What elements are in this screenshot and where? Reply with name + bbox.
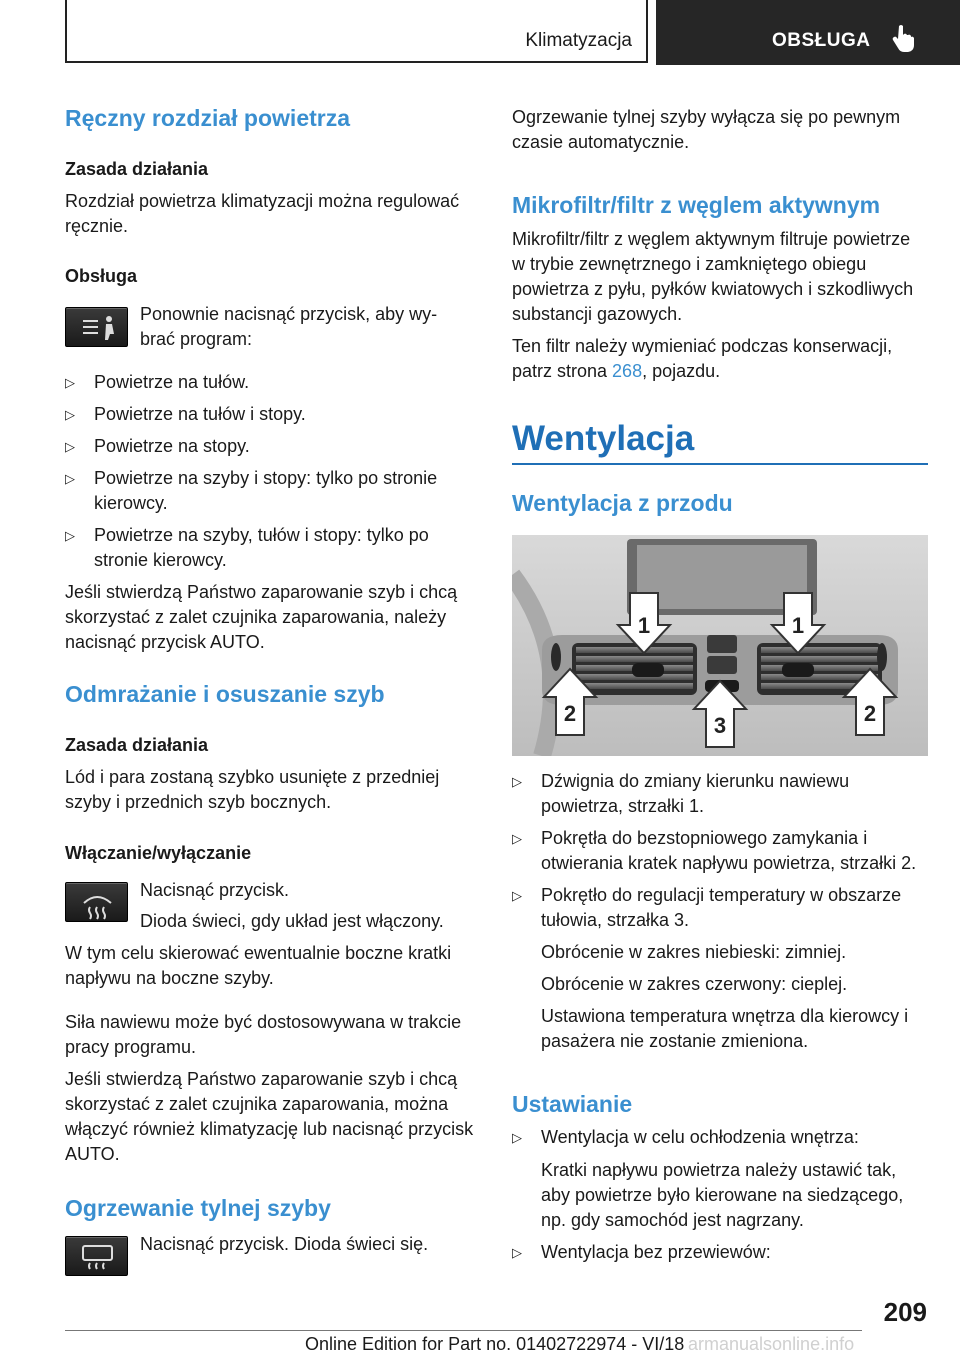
header-tab[interactable] (656, 0, 960, 65)
heading-rear-heating: Ogrzewanie tylnej szyby (65, 1195, 331, 1221)
paragraph-led-on: Dioda świeci, gdy układ jest włączony. (140, 911, 444, 931)
page-number: 209 (883, 1297, 927, 1327)
paragraph-press-button: Nacisnąć przycisk. (140, 880, 290, 900)
heading-defrost: Odmrażanie i osuszanie szyb (65, 681, 385, 707)
paragraph-fog-ac: Jeśli stwierdzą Państwo zaparowanie szyb i chcą skorzystać z zalet czujnika zaparowania, można włączyć również klimatyzację lub nacisnąć przycisk AUTO. (65, 1069, 474, 1164)
triangle-bullet-icon: ▷ (65, 439, 75, 454)
triangle-bullet-icon: ▷ (65, 407, 75, 422)
heading-setting: Ustawianie (512, 1091, 633, 1117)
heading-microfilter: Mikrofiltr/filtr z węglem aktywnym (512, 192, 881, 218)
triangle-bullet-icon: ▷ (65, 471, 75, 486)
heading-principle-2: Zasada działania (65, 735, 209, 755)
paragraph-filter-change: Ten filtr należy wymieniać podczas konserwacji, patrz strona 268, pojazdu. (512, 336, 893, 381)
paragraph-rear-press: Nacisnąć przycisk. Dioda świeci się. (140, 1234, 429, 1254)
triangle-bullet-icon: ▷ (512, 1245, 522, 1260)
figure-label: 3 (713, 713, 727, 738)
paragraph-red-range: Obrócenie w zakres czerwony: cieplej. (541, 974, 848, 994)
heading-principle-1: Zasada działania (65, 159, 209, 179)
triangle-bullet-icon: ▷ (65, 528, 75, 543)
heading-operation: Obsługa (65, 266, 138, 286)
heading-on-off: Włączanie/wyłączanie (65, 843, 252, 863)
page-link-268[interactable]: 268 (612, 361, 643, 381)
header-tab-label: OBSŁUGA (772, 30, 871, 51)
paragraph-rear-auto-off: Ogrzewanie tylnej szyby wyłącza się po pewnym czasie automatycznie. (512, 107, 901, 152)
triangle-bullet-icon: ▷ (512, 1130, 522, 1145)
figure-label: 2 (563, 701, 577, 726)
paragraph-temperature-note: Ustawiona temperatura wnętrza dla kierowcy i pasażera nie zostanie zmieniona. (541, 1006, 909, 1051)
header-section-title: Klimatyzacja (525, 30, 632, 51)
figure-label: 2 (863, 701, 877, 726)
paragraph-blower-force: Siła nawiewu może być dostosowywana w trakcie pracy programu. (65, 1012, 462, 1057)
triangle-bullet-icon: ▷ (65, 375, 75, 390)
paragraph-press-again-1: Ponownie nacisnąć przycisk, aby wy- (140, 304, 438, 324)
paragraph-blue-range: Obrócenie w zakres niebieski: zimniej. (541, 942, 847, 962)
triangle-bullet-icon: ▷ (512, 774, 522, 789)
front-defrost-button-icon (65, 882, 128, 922)
figure-label: 1 (791, 613, 805, 638)
triangle-bullet-icon: ▷ (512, 831, 522, 846)
paragraph-fog-auto: Jeśli stwierdzą Państwo zaparowanie szyb i chcą skorzystać z zalet czujnika zaparowania, należy nacisnąć przycisk AUTO. (65, 582, 458, 652)
paragraph-side-vents: W tym celu skierować ewentualnie boczne kratki napływu na boczne szyby. (65, 943, 452, 988)
watermark: armanualsonline.info (688, 1334, 855, 1354)
figure-label: 1 (637, 613, 651, 638)
heading-rule (512, 463, 928, 465)
paragraph-cool-instruction: Kratki napływu powietrza należy ustawić tak, aby powietrze było kierowane na siedzącego, np. gdy samochód jest nagrzany. (541, 1160, 904, 1230)
triangle-bullet-icon: ▷ (512, 888, 522, 903)
pointing-hand-icon (892, 24, 914, 57)
edition-note: Online Edition for Part no. 01402722974 - VI/18 (305, 1334, 685, 1354)
paragraph-ice: Lód i para zostaną szybko usunięte z przedniej szyby i przednich szyb bocznych. (65, 767, 440, 812)
front-vents-illustration (512, 535, 928, 756)
heading-manual-distribution: Ręczny rozdział powietrza (65, 105, 351, 131)
paragraph-filter: Mikrofiltr/filtr z węglem aktywnym filtruje powietrze w trybie zewnętrznego i zamkniętego obiegu powietrza z pyłu, pyłków kwiatowych i szkodliwych substancji gazowych. (512, 229, 914, 324)
paragraph-manual: Rozdział powietrza klimatyzacji można regulować ręcznie. (65, 191, 460, 236)
paragraph-press-again-2: brać program: (140, 329, 253, 349)
rear-defrost-button-icon (65, 1236, 128, 1276)
heading-front-ventilation: Wentylacja z przodu (512, 490, 733, 516)
heading-ventilation: Wentylacja (512, 419, 695, 458)
header-box (65, 0, 648, 63)
air-distribution-button-icon (65, 307, 128, 347)
footer-rule (65, 1330, 862, 1331)
